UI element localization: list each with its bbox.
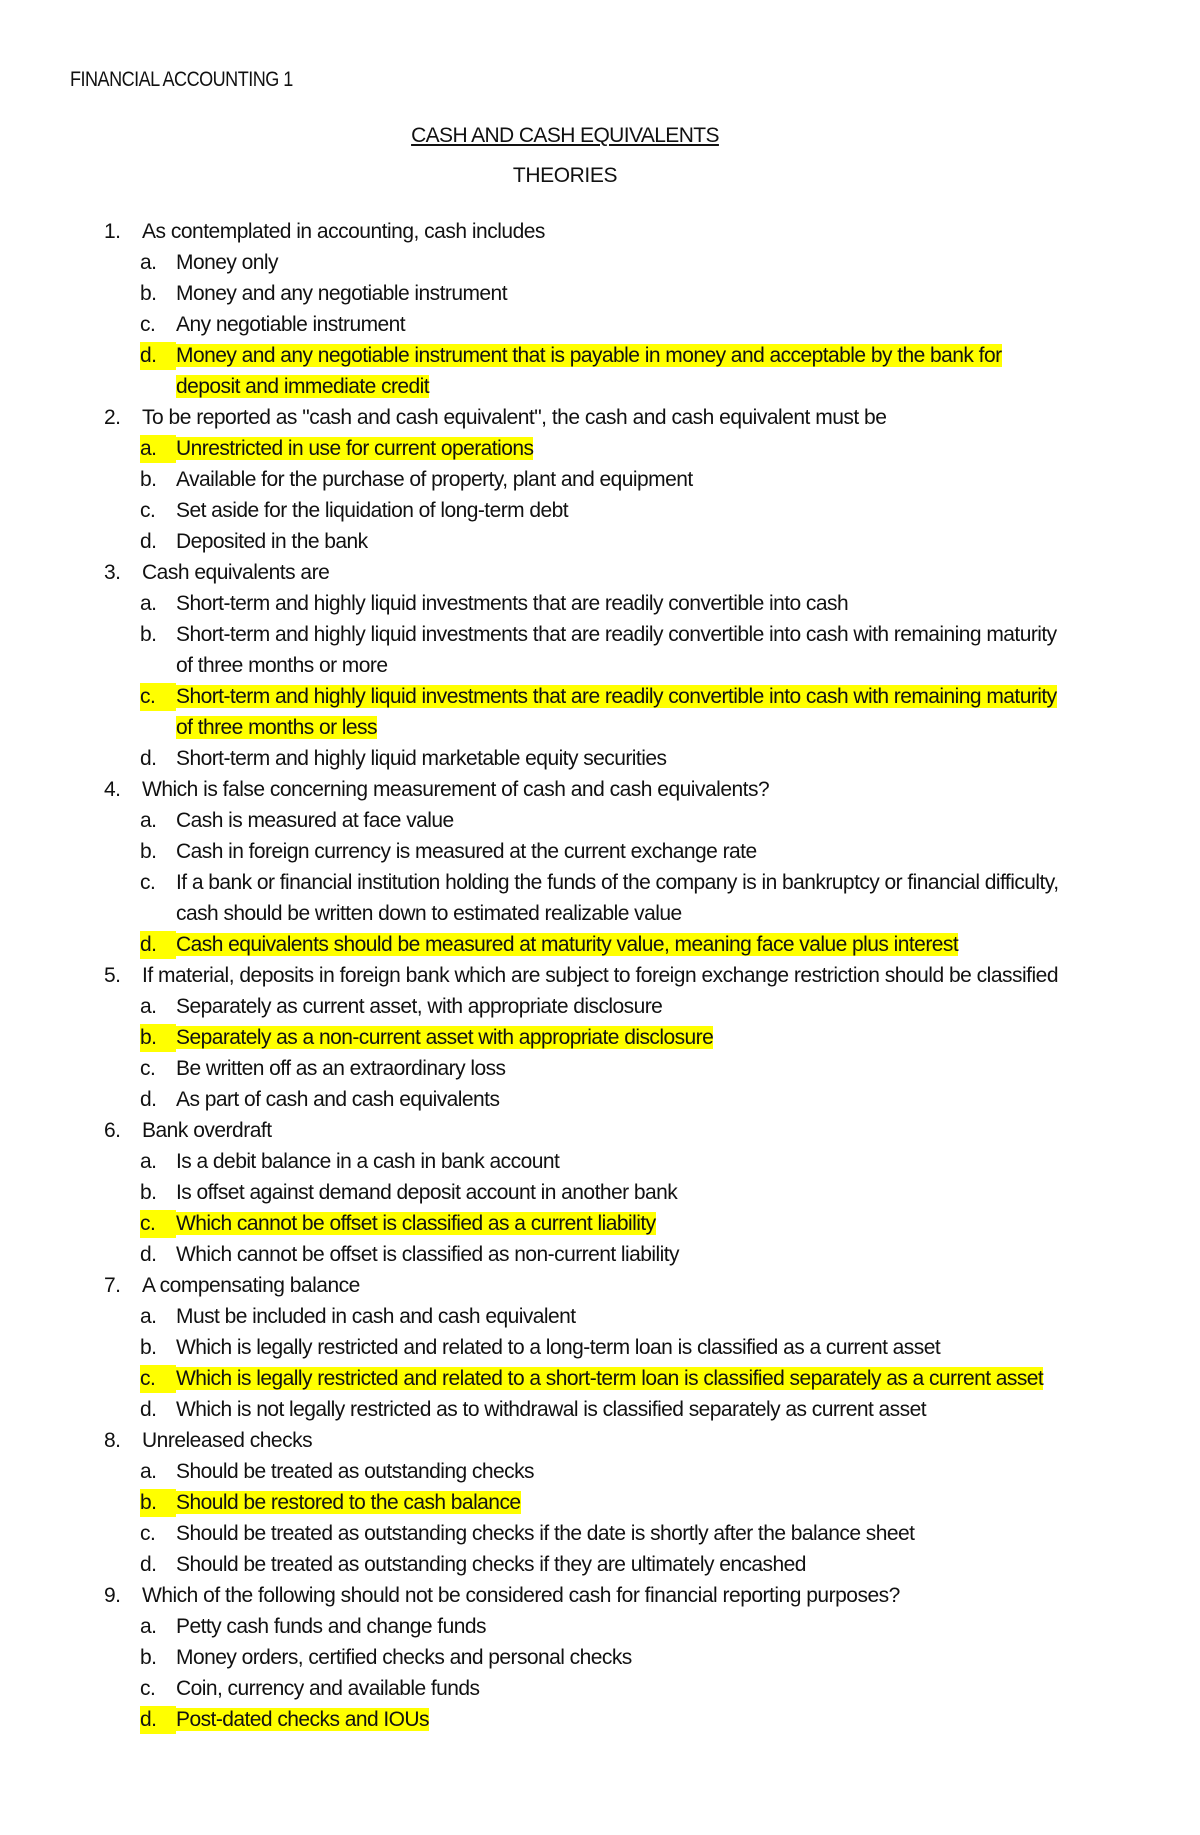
choice-letter: d. [140,344,157,367]
question-text: To be reported as "cash and cash equivalent", the cash and cash equivalent must be [142,406,887,429]
choice-text: Which is legally restricted and related to a long-term loan is classified as a current asset [176,1336,941,1359]
choice-letter: c. [140,871,156,894]
choice-letter: c. [140,313,156,336]
choice-text: Is offset against demand deposit account in another bank [176,1181,678,1204]
answer-choice [140,1518,1064,1549]
choice-letter-cell [140,1456,176,1487]
choice-letter-cell [140,1363,176,1394]
choice-letter-cell [140,1301,176,1332]
choice-text: Should be restored to the cash balance [176,1491,521,1514]
highlighted-answer-choice [140,1363,1064,1394]
choice-text: Should be treated as outstanding checks [176,1460,534,1483]
choice-text: Short-term and highly liquid marketable equity securities [176,747,667,770]
choice-letter: d. [140,933,157,956]
choice-text: Money orders, certified checks and personal checks [176,1646,632,1669]
choice-text: Coin, currency and available funds [176,1677,480,1700]
choice-letter-cell [140,1239,176,1270]
choice-letter-cell [140,1332,176,1363]
choice-letter-cell [140,1208,176,1239]
choice-text-cell [176,743,1064,774]
choice-letter: b. [140,1336,157,1359]
choice-letter: d. [140,1708,157,1731]
choice-text-cell [176,247,1064,278]
choice-text: Should be treated as outstanding checks if they are ultimately encashed [176,1553,806,1576]
answer-choice [140,1394,1064,1425]
answer-choice [140,1549,1064,1580]
highlighted-answer-choice [140,1022,1064,1053]
answer-choice [140,1177,1064,1208]
choice-text-cell [176,1301,1064,1332]
choice-letter: d. [140,1243,157,1266]
answer-choice [140,991,1064,1022]
choice-text-cell [176,1549,1064,1580]
choice-list [140,1456,1064,1580]
choice-letter-cell [140,1487,176,1518]
choice-text-cell [176,991,1064,1022]
choice-text: Short-term and highly liquid investments that are readily convertible into cash with remaining maturity of three months or more [176,623,1057,677]
choice-list [140,1146,1064,1270]
answer-choice [140,743,1064,774]
choice-text-cell [176,495,1064,526]
choice-letter-cell [140,588,176,619]
document-subtitle: THEORIES [512,164,618,187]
choice-letter-cell [140,1642,176,1673]
question-list [104,216,1064,1735]
answer-choice [140,1642,1064,1673]
highlighted-answer-choice [140,1208,1064,1239]
choice-text-cell [176,1487,1064,1518]
question-number: 1. [104,220,121,243]
choice-text: Which is not legally restricted as to withdrawal is classified separately as current asset [176,1398,926,1421]
choice-letter-cell [140,278,176,309]
answer-choice [140,836,1064,867]
choice-text-cell [176,1394,1064,1425]
choice-letter: b. [140,1646,157,1669]
question-number: 9. [104,1584,121,1607]
choice-letter: a. [140,1460,157,1483]
choice-text: Petty cash funds and change funds [176,1615,486,1638]
choice-text: Deposited in the bank [176,530,368,553]
question-item [104,1270,1064,1425]
question-row [104,557,1064,588]
choice-letter: b. [140,1026,157,1049]
choice-text: Available for the purchase of property, plant and equipment [176,468,693,491]
question-text: If material, deposits in foreign bank which are subject to foreign exchange restriction should be classified [142,964,1059,987]
answer-choice [140,1239,1064,1270]
answer-choice [140,1084,1064,1115]
choice-text-cell [176,278,1064,309]
choice-text: Should be treated as outstanding checks if the date is shortly after the balance sheet [176,1522,915,1545]
choice-letter-cell [140,1053,176,1084]
choice-text: Post-dated checks and IOUs [176,1708,429,1731]
answer-choice [140,1332,1064,1363]
choice-letter-cell [140,1518,176,1549]
question-number: 4. [104,778,121,801]
choice-text-cell [176,1673,1064,1704]
choice-text: Set aside for the liquidation of long-term debt [176,499,569,522]
highlighted-answer-choice [140,340,1064,402]
choice-letter: d. [140,1398,157,1421]
choice-text: Separately as a non-current asset with appropriate disclosure [176,1026,714,1049]
choice-letter-cell [140,805,176,836]
question-number: 6. [104,1119,121,1142]
choice-letter-cell [140,1611,176,1642]
choice-list [140,1611,1064,1735]
choice-text-cell [176,340,1064,402]
choice-text: As part of cash and cash equivalents [176,1088,500,1111]
question-text: Bank overdraft [142,1119,272,1142]
choice-letter-cell [140,1022,176,1053]
choice-letter-cell [140,309,176,340]
choice-letter: c. [140,1367,156,1390]
choice-letter: c. [140,1522,156,1545]
course-header: FINANCIAL ACCOUNTING 1 [70,68,293,91]
question-item [104,216,1064,402]
highlighted-answer-choice [140,1704,1064,1735]
question-text: Unreleased checks [142,1429,313,1452]
question-row [104,402,1064,433]
choice-letter: c. [140,1212,156,1235]
choice-text-cell [176,1053,1064,1084]
choice-list [140,1301,1064,1425]
choice-text: Which cannot be offset is classified as a current liability [176,1212,656,1235]
choice-letter-cell [140,1394,176,1425]
question-number: 3. [104,561,121,584]
choice-text: Money and any negotiable instrument that is payable in money and acceptable by the bank for deposit and immediate credit [176,344,1002,398]
choice-list [140,433,1064,557]
choice-letter-cell [140,1177,176,1208]
choice-letter: a. [140,809,157,832]
choice-letter: a. [140,1615,157,1638]
choice-letter-cell [140,526,176,557]
choice-text-cell [176,1611,1064,1642]
question-item [104,1115,1064,1270]
choice-text-cell [176,1456,1064,1487]
choice-letter-cell [140,340,176,402]
choice-text: Must be included in cash and cash equivalent [176,1305,576,1328]
answer-choice [140,526,1064,557]
choice-letter: d. [140,1553,157,1576]
choice-letter: a. [140,1150,157,1173]
choice-text-cell [176,1146,1064,1177]
choice-text: Money and any negotiable instrument [176,282,507,305]
choice-text-cell [176,526,1064,557]
choice-letter-cell [140,1704,176,1735]
question-row [104,1270,1064,1301]
choice-text: Cash is measured at face value [176,809,454,832]
choice-letter-cell [140,867,176,929]
answer-choice [140,278,1064,309]
choice-text: Any negotiable instrument [176,313,406,336]
choice-text: Short-term and highly liquid investments that are readily convertible into cash with remaining maturity of three months or less [176,685,1057,739]
choice-letter-cell [140,495,176,526]
question-item [104,960,1064,1115]
answer-choice [140,1146,1064,1177]
question-number: 2. [104,406,121,429]
choice-text-cell [176,929,1064,960]
choice-text-cell [176,1177,1064,1208]
choice-text: Short-term and highly liquid investments that are readily convertible into cash [176,592,849,615]
choice-text-cell [176,1363,1064,1394]
choice-letter: c. [140,1057,156,1080]
choice-letter-cell [140,1673,176,1704]
choice-letter: d. [140,530,157,553]
choice-text: Separately as current asset, with appropriate disclosure [176,995,663,1018]
question-row [104,774,1064,805]
question-item [104,774,1064,960]
choice-text-cell [176,1704,1064,1735]
choice-letter-cell [140,743,176,774]
choice-text-cell [176,836,1064,867]
choice-text-cell [176,805,1064,836]
choice-letter-cell [140,1549,176,1580]
choice-letter-cell [140,681,176,743]
answer-choice [140,247,1064,278]
answer-choice [140,495,1064,526]
choice-text-cell [176,619,1064,681]
choice-list [140,805,1064,960]
choice-letter: a. [140,251,157,274]
choice-letter-cell [140,929,176,960]
choice-letter: d. [140,747,157,770]
choice-letter: b. [140,468,157,491]
choice-letter: a. [140,995,157,1018]
question-number: 7. [104,1274,121,1297]
question-row [104,1115,1064,1146]
answer-choice [140,619,1064,681]
choice-text-cell [176,1084,1064,1115]
question-row [104,1425,1064,1456]
choice-text-cell [176,1239,1064,1270]
question-number: 8. [104,1429,121,1452]
choice-list [140,991,1064,1115]
choice-letter-cell [140,433,176,464]
choice-text: Which is legally restricted and related to a short-term loan is classified separately as a current asset [176,1367,1044,1390]
choice-letter-cell [140,247,176,278]
choice-text: Is a debit balance in a cash in bank account [176,1150,560,1173]
choice-letter-cell [140,1146,176,1177]
choice-text: Cash equivalents should be measured at maturity value, meaning face value plus interest [176,933,959,956]
question-item [104,1580,1064,1735]
choice-text-cell [176,464,1064,495]
question-text: Which of the following should not be considered cash for financial reporting purposes? [142,1584,900,1607]
choice-text-cell [176,588,1064,619]
question-item [104,1425,1064,1580]
question-text: As contemplated in accounting, cash includes [142,220,545,243]
choice-letter: a. [140,592,157,615]
choice-letter-cell [140,991,176,1022]
choice-text: Be written off as an extraordinary loss [176,1057,506,1080]
answer-choice [140,1053,1064,1084]
answer-choice [140,1611,1064,1642]
choice-list [140,247,1064,402]
choice-letter-cell [140,619,176,681]
choice-letter: b. [140,623,157,646]
answer-choice [140,867,1064,929]
choice-letter: d. [140,1088,157,1111]
choice-list [140,588,1064,774]
choice-letter: b. [140,840,157,863]
answer-choice [140,1456,1064,1487]
choice-text: Cash in foreign currency is measured at the current exchange rate [176,840,757,863]
choice-text-cell [176,309,1064,340]
question-text: Which is false concerning measurement of cash and cash equivalents? [142,778,770,801]
question-text: Cash equivalents are [142,561,330,584]
choice-letter-cell [140,1084,176,1115]
question-number: 5. [104,964,121,987]
choice-text-cell [176,681,1064,743]
choice-text-cell [176,1642,1064,1673]
answer-choice [140,805,1064,836]
highlighted-answer-choice [140,929,1064,960]
choice-letter: a. [140,1305,157,1328]
question-text: A compensating balance [142,1274,360,1297]
choice-text-cell [176,867,1064,929]
question-row [104,1580,1064,1611]
question-item [104,402,1064,557]
choice-text: If a bank or financial institution holding the funds of the company is in bankruptcy or financial difficulty, cash should be written down to estimated realizable value [176,871,1059,925]
highlighted-answer-choice [140,1487,1064,1518]
highlighted-answer-choice [140,433,1064,464]
choice-text-cell [176,1208,1064,1239]
choice-text-cell [176,1332,1064,1363]
question-item [104,557,1064,774]
choice-letter: c. [140,685,156,708]
answer-choice [140,1673,1064,1704]
highlighted-answer-choice [140,681,1064,743]
choice-letter-cell [140,464,176,495]
choice-letter: b. [140,282,157,305]
question-row [104,960,1064,991]
answer-choice [140,309,1064,340]
question-row [104,216,1064,247]
choice-text-cell [176,1518,1064,1549]
choice-letter: b. [140,1181,157,1204]
document-title: CASH AND CASH EQUIVALENTS [411,124,719,147]
choice-text-cell [176,1022,1064,1053]
choice-letter: b. [140,1491,157,1514]
choice-letter: c. [140,1677,156,1700]
choice-text: Unrestricted in use for current operations [176,437,534,460]
choice-letter: c. [140,499,156,522]
choice-text: Money only [176,251,278,274]
choice-letter: a. [140,437,157,460]
choice-text: Which cannot be offset is classified as non-current liability [176,1243,679,1266]
choice-text-cell [176,433,1064,464]
choice-letter-cell [140,836,176,867]
answer-choice [140,1301,1064,1332]
answer-choice [140,588,1064,619]
answer-choice [140,464,1064,495]
